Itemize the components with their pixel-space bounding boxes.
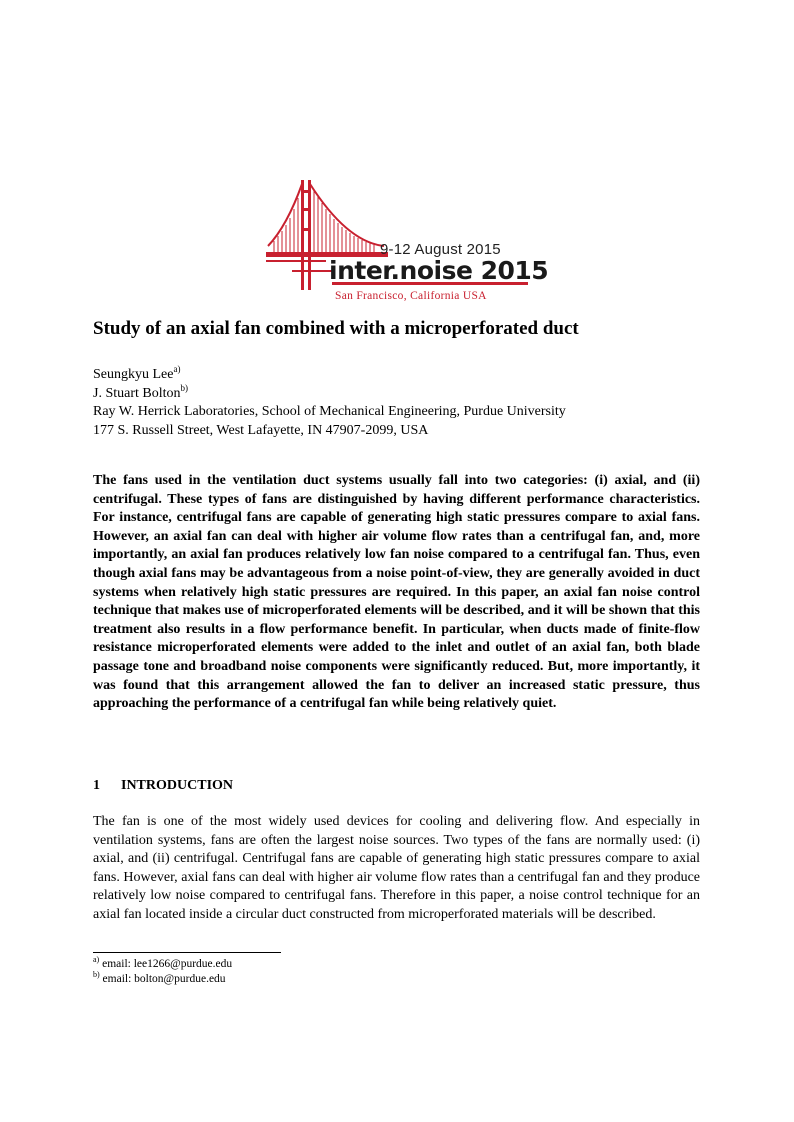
abstract: The fans used in the ventilation duct systems usually fall into two categories: (i) axial, and (ii) centrifugal. These types of fans are distinguished by having different performance characteristics. For instance, centrifugal fans are capable of generating high static pressures compare to axial fans. However, an axial fan can deal with higher air volume flow rates than a centrifugal fan, and, more importantly, an axial fan produces relatively low fan noise compared to a centrifugal fan. Thus, even though axial fans may be advantageous from a noise point-of-view, they are generally avoided in duct systems when relatively high static pressures are required. In this paper, an axial fan noise control technique that makes use of microperforated elements will be described, and it will be shown that this treatment also results in a flow performance benefit. In particular, when ducts made of finite-flow resistance microperforated elements were added to the inlet and outlet of an axial fan, both blade passage tone and broadband noise components were significantly reduced. But, more importantly, it was found that this arrangement allowed the fan to deliver an increased static pressure, thus approaching the performance of a centrifugal fan while being relatively quiet. [93, 473, 700, 712]
footnote-mark: a) [93, 955, 100, 964]
footnote-mark: b) [93, 970, 100, 979]
author-block [93, 366, 566, 440]
author-name: Seungkyu Lee [93, 367, 174, 382]
author-footnote-mark: b) [180, 382, 189, 393]
author-line [93, 382, 566, 404]
section-heading [93, 778, 233, 794]
address: 177 S. Russell Street, West Lafayette, IN 47907-2099, USA [93, 422, 429, 438]
section-title: INTRODUCTION [121, 778, 234, 793]
author-name: J. Stuart Bolton [93, 385, 181, 401]
section-number: 1 [93, 778, 100, 793]
footnote-text: email: bolton@purdue.edu [102, 973, 226, 985]
conference-name: inter.noise 2015 [329, 256, 549, 285]
footnote-text: email: lee1266@purdue.edu [102, 958, 233, 970]
footnote-divider [93, 952, 281, 953]
conference-location: San Francisco, California USA [335, 290, 487, 302]
author-line [93, 366, 566, 385]
footnotes [93, 957, 232, 987]
conference-date: 9-12 August 2015 [380, 241, 501, 258]
paper-title: Study of an axial fan combined with a microperforated duct [93, 318, 579, 339]
affiliation: Ray W. Herrick Laboratories, School of Mechanical Engineering, Purdue University [93, 404, 566, 419]
conference-logo [262, 176, 549, 306]
introduction-paragraph: The fan is one of the most widely used devices for cooling and delivering flow. And especially in ventilation systems, fans are often the largest noise sources. Two types of the fans are normally used: (i) axial, and (ii) centrifugal. Centrifugal fans are capable of generating high static pressures compare to axial fans. However, axial fans can deal with higher air volume flow rates than a centrifugal fan and they produce relatively low noise compared to centrifugal fans. Therefore in this paper, a noise control technique for an axial fan located inside a circular duct constructed from microperforated materials will be described. [93, 814, 700, 922]
footnote [93, 957, 232, 972]
footnote [93, 972, 232, 987]
author-footnote-mark: a) [173, 364, 181, 374]
